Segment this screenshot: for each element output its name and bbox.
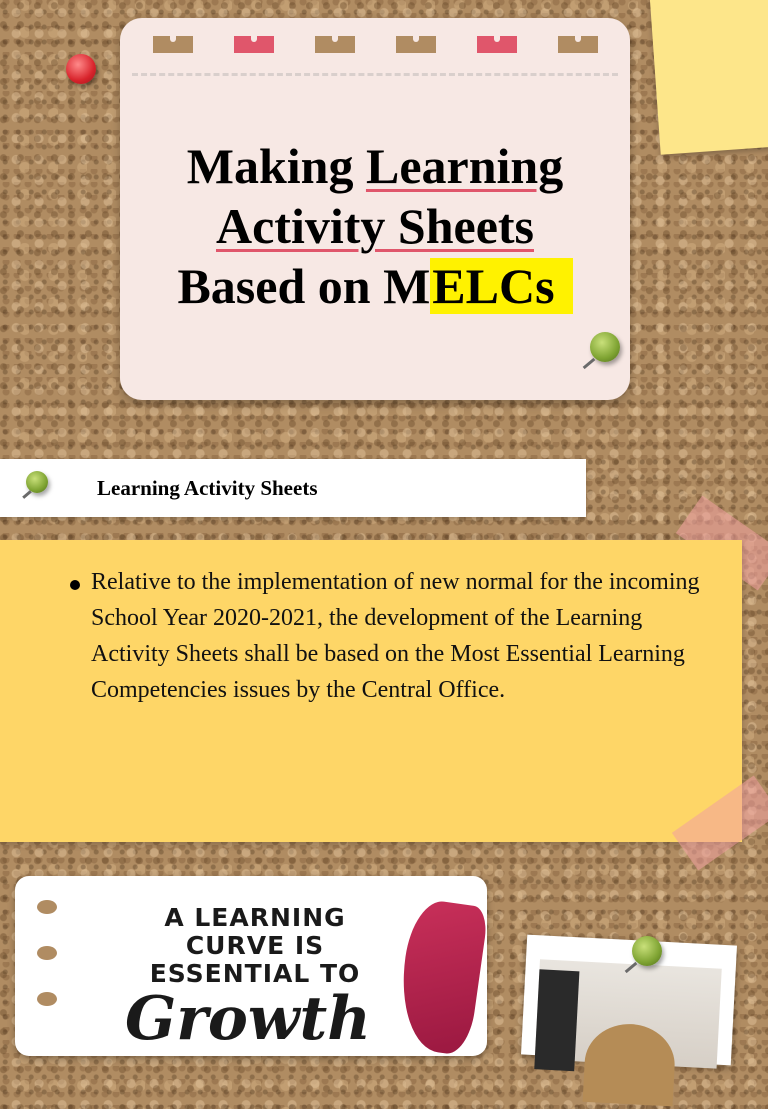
polaroid-photo: [521, 935, 737, 1066]
binder-hole: [37, 900, 57, 914]
quote-text: [105, 904, 405, 988]
brush-stroke-decoration: [393, 897, 487, 1056]
section-title: Learning Activity Sheets: [97, 476, 318, 500]
photo: [535, 959, 722, 1068]
notepad-tab: [396, 36, 436, 53]
photo-background: [534, 969, 579, 1071]
pushpin-needle: [583, 358, 596, 369]
binder-hole: [37, 992, 57, 1006]
green-pushpin-icon: [590, 332, 620, 362]
title-notepad: [120, 18, 630, 400]
title-text-underlined: Learning: [365, 138, 564, 194]
bullet-icon: [70, 580, 80, 590]
quote-script-word: Growth: [125, 984, 371, 1054]
title-text: M: [383, 258, 431, 314]
bullet-text: Relative to the implementation of new normal for the incoming School Year 2020-2021, the development of the Learning Activity Sheets shall be based on the Most Essential Learning Competencies issues by the Central Office.: [91, 569, 700, 703]
photo-person: [583, 1022, 677, 1107]
section-header: [0, 459, 586, 517]
notepad-divider: [132, 73, 618, 76]
notepad-tab: [315, 36, 355, 53]
quote-card: [15, 876, 487, 1056]
notepad-tab: [153, 36, 193, 53]
binder-hole: [37, 946, 57, 960]
title-text: Making: [186, 138, 366, 194]
quote-line: A LEARNING: [164, 903, 346, 932]
quote-line: CURVE IS: [185, 931, 325, 960]
page-title: [120, 136, 630, 316]
notepad-tab: [234, 36, 274, 53]
title-text-underlined: Activity Sheets: [216, 198, 534, 254]
green-pushpin-icon: [632, 936, 662, 966]
title-text-highlighted: ELCs: [430, 258, 572, 314]
pushpin-needle: [22, 490, 32, 499]
notepad-tab: [558, 36, 598, 53]
quote-line: ESSENTIAL TO: [149, 959, 361, 988]
red-pushpin-icon: [66, 54, 96, 84]
title-text: Based on: [177, 258, 384, 314]
sticky-note: [650, 0, 768, 155]
notepad-tab: [477, 36, 517, 53]
